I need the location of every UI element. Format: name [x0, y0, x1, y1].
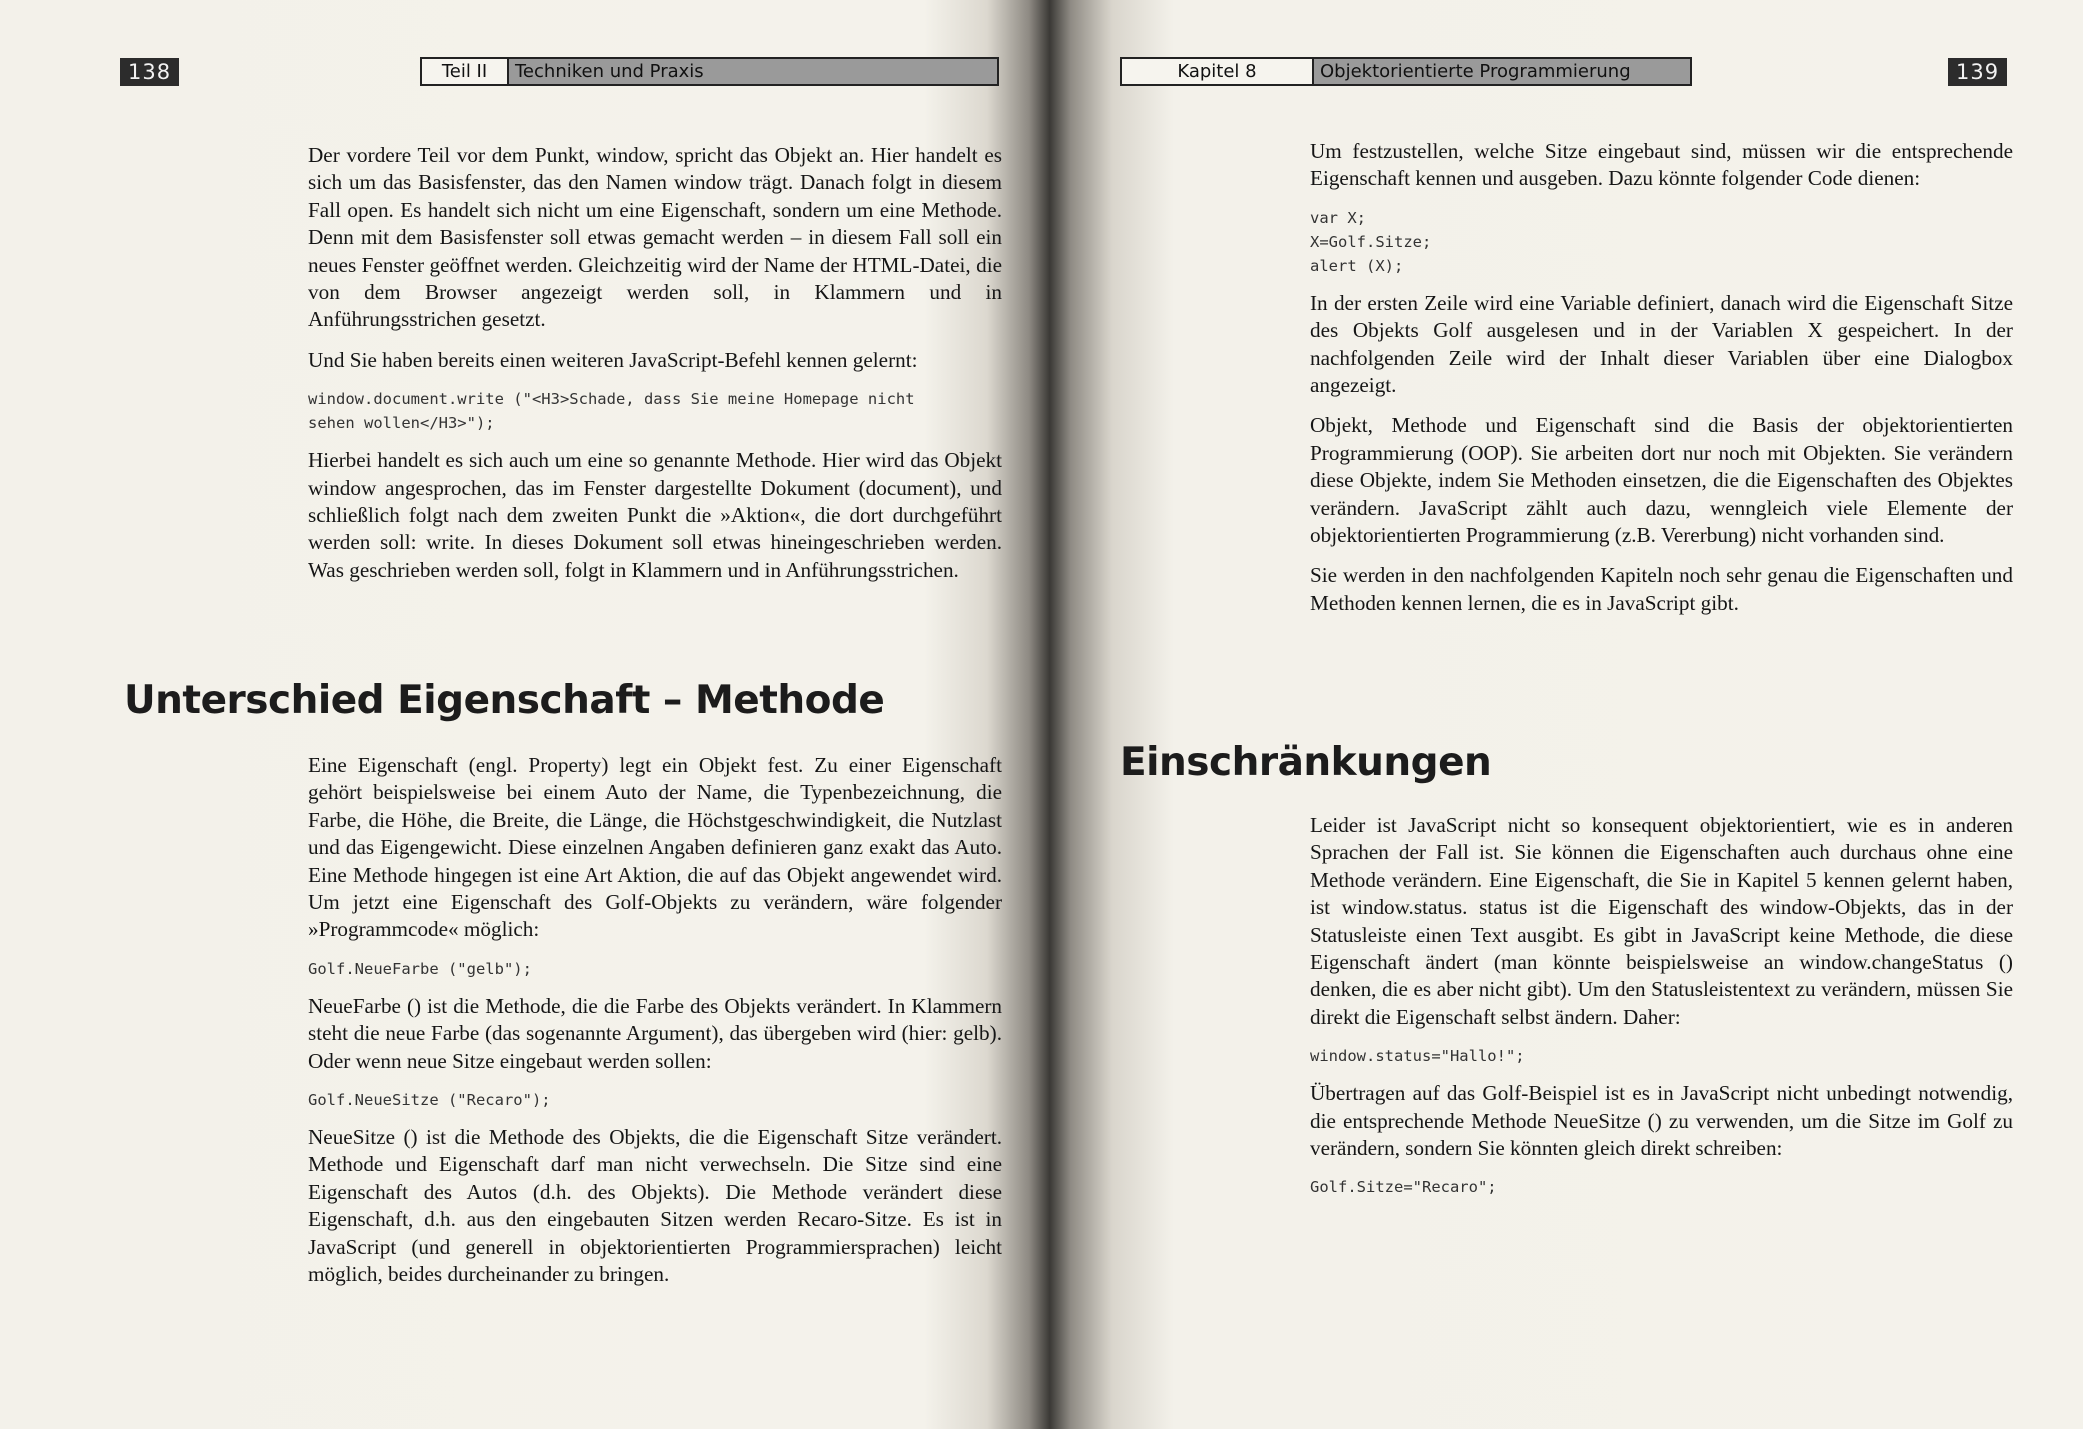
- paragraph: Und Sie haben bereits einen weiteren JavaScript-Befehl kennen gelernt:: [308, 347, 918, 372]
- code-sample: Golf.NeueFarbe ("gelb");: [308, 959, 532, 978]
- text-block-top: [1310, 138, 2013, 630]
- chapter-title: Objektorientierte Programmierung: [1314, 59, 1690, 84]
- section-heading: Unterschied Eigenschaft – Methode: [124, 678, 885, 723]
- right-page: [1050, 0, 2083, 1429]
- paragraph: Der vordere Teil vor dem Punkt, window, spricht das Objekt an. Hier handelt es sich um das Basisfenster, das den Namen window trägt. Danach folgt in diesem Fall open. Es handelt sich nicht um eine Eigenschaft, sondern um eine Methode. Denn mit dem Basisfenster soll etwas gemacht werden – in diesem Fall soll ein neues Fenster geöffnet werden. Gleichzeitig wird der Name der HTML-Datei, die von dem Browser angezeigt werden soll, in Klammern und in Anführungsstrichen gesetzt.: [308, 143, 1002, 332]
- part-title: Techniken und Praxis: [509, 59, 997, 84]
- text-block-top: [308, 142, 1002, 597]
- paragraph: Objekt, Methode und Eigenschaft sind die Basis der objektorientierten Programmierung (OOP). Sie arbeiten dort nur noch mit Objekten. Sie verändern diese Objekte, indem Sie Methoden einsetzen, die die Eigenschaften des Objektes verändern. JavaScript zählt auch dazu, wenngleich viele Elemente der objektorientierten Programmierung (z.B. Vererbung) nicht vorhanden sind.: [1310, 413, 2013, 548]
- code-sample: Golf.NeueSitze ("Recaro");: [308, 1091, 551, 1110]
- paragraph: Sie werden in den nachfolgenden Kapiteln noch sehr genau die Eigenschaften und Methoden kennen lernen, die es in JavaScript gibt.: [1310, 563, 2013, 615]
- paragraph: NeueSitze () ist die Methode des Objekts, die die Eigenschaft Sitze verändert. Methode und Eigenschaft darf man nicht verwechseln. Die Sitze sind eine Eigenschaft des Autos (d.h. des Objekts). Die Methode verändert diese Eigenschaft, d.h. aus den eingebauten Sitzen werden Recaro-Sitze. Es ist in JavaScript (und generell in objektorientierten Programmiersprachen) leicht möglich, beides durcheinander zu bringen.: [308, 1125, 1002, 1287]
- section-heading: Einschränkungen: [1120, 740, 1492, 785]
- paragraph: Übertragen auf das Golf-Beispiel ist es in JavaScript nicht unbedingt notwendig, die entsprechende Methode NeueSitze () zu verwenden, um die Sitze im Golf zu verändern, sondern Sie könnten gleich direkt schreiben:: [1310, 1081, 2013, 1161]
- paragraph: Eine Eigenschaft (engl. Property) legt ein Objekt fest. Zu einer Eigenschaft gehört beispielsweise bei einem Auto der Name, die Typenbezeichnung, die Farbe, die Höhe, die Breite, die Länge, die Höchstgeschwindigkeit, die Nutzlast und das Eigengewicht. Diese einzelnen Angaben definieren ganz exakt das Auto. Eine Methode hingegen ist eine Art Aktion, die auf das Objekt angewendet wird. Um jetzt eine Eigenschaft des Golf-Objekts zu verändern, wäre folgender »Programmcode« möglich:: [308, 753, 1002, 942]
- paragraph: In der ersten Zeile wird eine Variable definiert, danach wird die Eigenschaft Sitze des Objekts Golf ausgelesen und in der Variablen X gespeichert. In der nachfolgenden Zeile wird der Inhalt dieser Variablen über eine Dialogbox angezeigt.: [1310, 290, 2013, 398]
- code-sample: window.status="Hallo!";: [1310, 1047, 1525, 1066]
- code-sample: Golf.Sitze="Recaro";: [1310, 1178, 1497, 1197]
- paragraph: Hierbei handelt es sich auch um eine so genannte Methode. Hier wird das Objekt window angesprochen, das im Fenster dargestellte Dokument (document), und schließlich folgt nach dem zweiten Punkt die »Aktion«, die dort durchgeführt werden soll: write. In dieses Dokument soll etwas hineingeschrieben werden. Was geschrieben werden soll, folgt in Klammern und in Anführungsstrichen.: [308, 448, 1002, 582]
- paragraph: NeueFarbe () ist die Methode, die die Farbe des Objekts verändert. In Klammern steht die neue Farbe (das sogenannte Argument), das übergeben wird (hier: gelb). Oder wenn neue Sitze eingebaut werden sollen:: [308, 993, 1002, 1073]
- running-header: [1120, 57, 1692, 86]
- code-sample: window.document.write ("<H3>Schade, dass Sie meine Homepage nicht sehen wollen</H3>");: [308, 390, 915, 433]
- running-header: [420, 57, 999, 86]
- text-block-bottom: [308, 752, 1002, 1302]
- page-number: 138: [120, 58, 179, 86]
- paragraph: Leider ist JavaScript nicht so konsequent objektorientiert, wie es in anderen Sprachen der Fall ist. Sie können die Eigenschaften auch durchaus ohne eine Methode verändern. Eine Eigenschaft, die Sie in Kapitel 5 kennen gelernt haben, ist window.status. status ist die Eigenschaft des window-Objekts, das in der Statusleiste einen Text ausgibt. Es gibt in JavaScript keine Methode, die diese Eigenschaft ändert (man könnte beispielsweise an window.changeStatus () denken, die es aber nicht gibt). Um den Statusleistentext zu verändern, müssen Sie direkt die Eigenschaft selbst ändern. Daher:: [1310, 813, 2013, 1029]
- paragraph: Um festzustellen, welche Sitze eingebaut sind, müssen wir die entsprechende Eigenschaft kennen und ausgeben. Dazu könnte folgender Code dienen:: [1310, 139, 2013, 191]
- text-block-bottom: [1310, 812, 2013, 1211]
- chapter-label: Kapitel 8: [1122, 59, 1314, 84]
- part-label: Teil II: [422, 59, 509, 84]
- page-number: 139: [1948, 58, 2007, 86]
- code-sample: var X; X=Golf.Sitze; alert (X);: [1310, 208, 1432, 275]
